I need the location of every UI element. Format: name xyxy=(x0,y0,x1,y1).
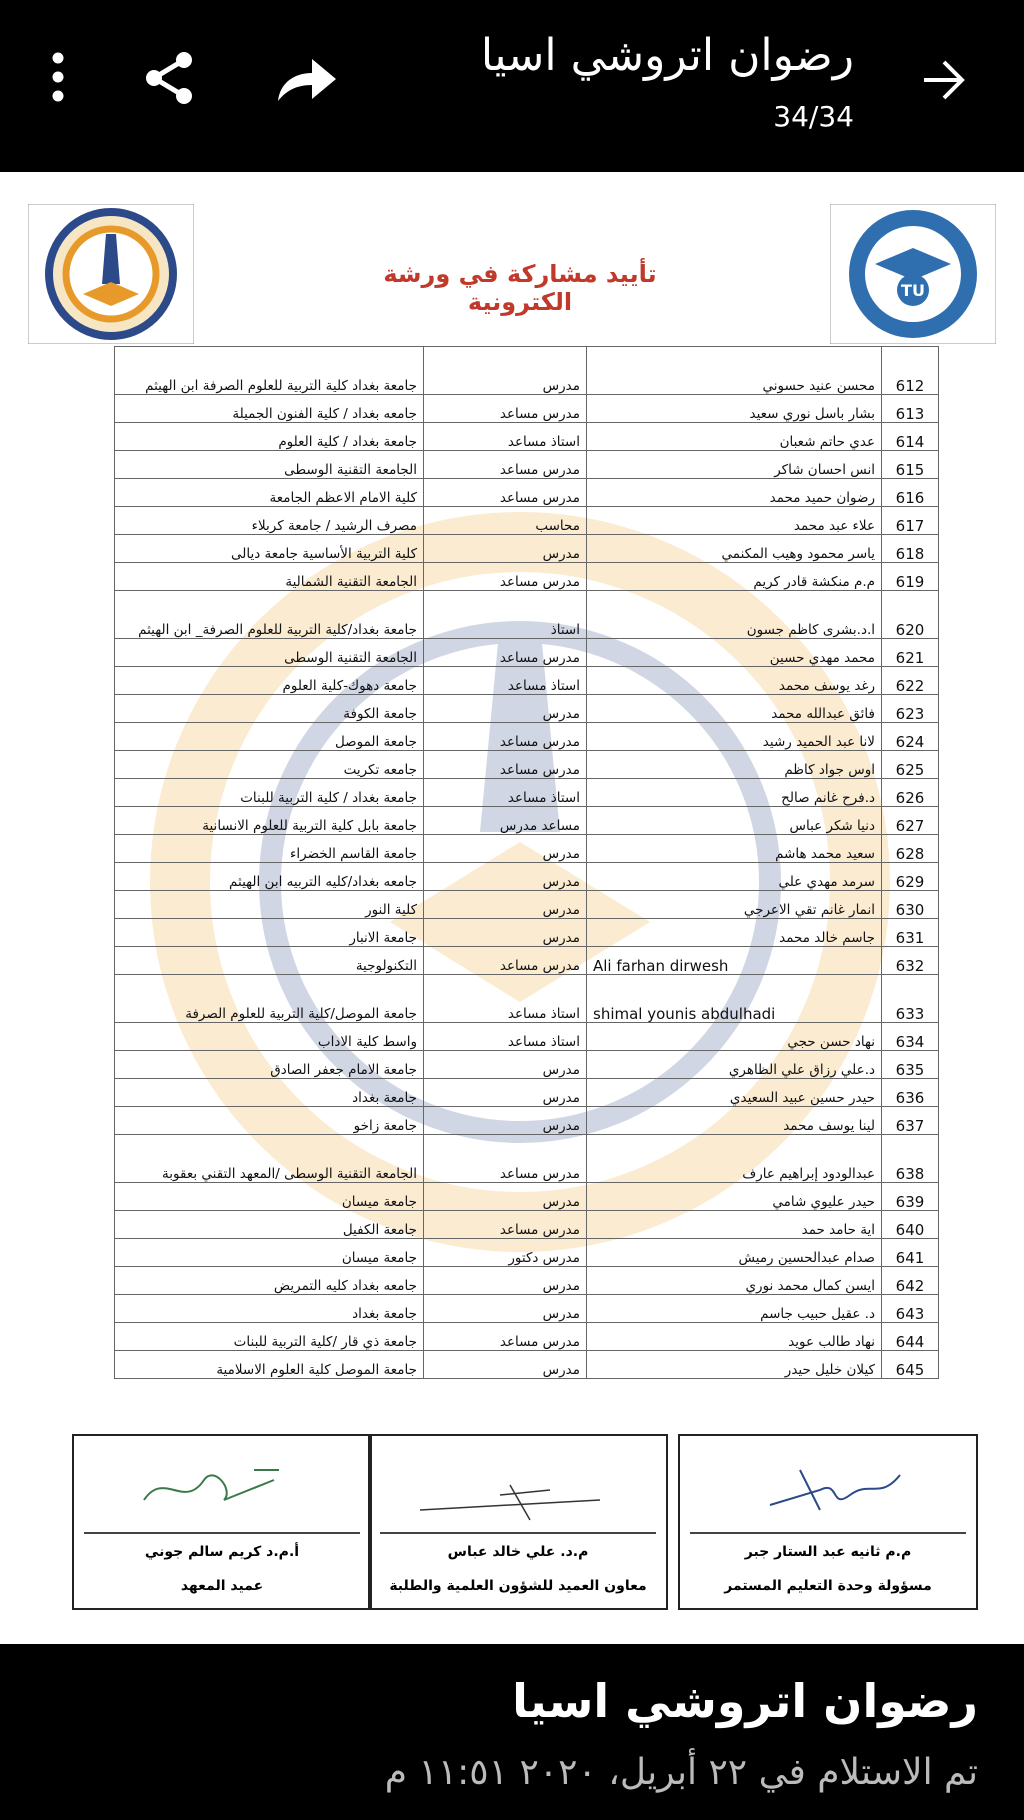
institution-cell: مصرف الرشيد / جامعة كربلاء xyxy=(115,507,424,535)
position-cell: مدرس مساعد xyxy=(424,479,587,507)
institution-cell: الجامعة التقنية الشمالية xyxy=(115,563,424,591)
more-vertical-icon[interactable] xyxy=(38,42,78,112)
name-cell: محسن عنيد حسوني xyxy=(587,347,882,395)
position-cell: مدرس xyxy=(424,695,587,723)
document-page xyxy=(0,172,1024,1644)
signatory-role: مسؤولة وحدة التعليم المستمر xyxy=(724,1578,932,1594)
institution-cell: جامعه بغداد كليه التمريض xyxy=(115,1267,424,1295)
position-cell: مدرس xyxy=(424,863,587,891)
signatory-role: معاون العميد للشؤون العلمية والطلبة xyxy=(389,1578,647,1594)
position-cell: مدرس مساعد xyxy=(424,563,587,591)
document-heading: تأييد مشاركة في ورشة الكترونية xyxy=(383,260,657,316)
number-cell: 639 xyxy=(882,1183,939,1211)
name-cell: د. عقيل حبيب جاسم xyxy=(587,1295,882,1323)
name-cell: اوس جواد كاظم xyxy=(587,751,882,779)
table-row xyxy=(115,1239,939,1267)
position-cell: مدرس مساعد xyxy=(424,1135,587,1183)
institution-cell: جامعه تكريت xyxy=(115,751,424,779)
name-cell: انمار غانم تقي الاعرجي xyxy=(587,891,882,919)
table-row xyxy=(115,1351,939,1379)
university-logo xyxy=(830,204,996,344)
institution-cell: جامعة بغداد كلية التربية للعلوم الصرفة ابن الهيثم xyxy=(115,347,424,395)
table-row xyxy=(115,947,939,975)
table-row xyxy=(115,1079,939,1107)
name-cell: ايسن كمال محمد نوري xyxy=(587,1267,882,1295)
name-cell: shimal younis abdulhadi xyxy=(587,975,882,1023)
table-row xyxy=(115,1051,939,1079)
institution-cell: جامعة بغداد/كلية التربية للعلوم الصرفة_ ابن الهيثم xyxy=(115,591,424,639)
table-row xyxy=(115,451,939,479)
institution-cell: جامعه بغداد/كليه التربيه ابن الهيثم xyxy=(115,863,424,891)
signature-scribble xyxy=(400,1450,630,1530)
number-cell: 636 xyxy=(882,1079,939,1107)
position-cell: مدرس xyxy=(424,347,587,395)
institution-cell: جامعة زاخو xyxy=(115,1107,424,1135)
name-cell: د.فرح غانم صالح xyxy=(587,779,882,807)
forward-icon[interactable] xyxy=(272,50,342,110)
institution-cell: جامعة الكفيل xyxy=(115,1211,424,1239)
position-cell: مدرس مساعد xyxy=(424,947,587,975)
table-row xyxy=(115,835,939,863)
name-cell: اية حامد حمد xyxy=(587,1211,882,1239)
signatory-name: أ.م.د كريم سالم جوني xyxy=(144,1544,300,1560)
number-cell: 640 xyxy=(882,1211,939,1239)
number-cell: 625 xyxy=(882,751,939,779)
number-cell: 634 xyxy=(882,1023,939,1051)
viewer-title: رضوان اتروشي اسيا xyxy=(480,30,854,81)
page-counter: 34/34 xyxy=(773,100,854,133)
institution-cell: جامعة الامام جعفر الصادق xyxy=(115,1051,424,1079)
position-cell: مدرس xyxy=(424,1351,587,1379)
institution-cell: كلية التربية الأساسية جامعة ديالى xyxy=(115,535,424,563)
position-cell: محاسب xyxy=(424,507,587,535)
number-cell: 629 xyxy=(882,863,939,891)
number-cell: 615 xyxy=(882,451,939,479)
table-row xyxy=(115,975,939,1023)
institution-cell: واسط كلية الاداب xyxy=(115,1023,424,1051)
number-cell: 619 xyxy=(882,563,939,591)
table-row xyxy=(115,751,939,779)
name-cell: ياسر محمود وهيب المكنمي xyxy=(587,535,882,563)
institution-cell: جامعة دهوك-كلية العلوم xyxy=(115,667,424,695)
institution-cell: جامعة بغداد / كلية العلوم xyxy=(115,423,424,451)
sender-name: رضوان اتروشي اسيا xyxy=(512,1674,978,1728)
institution-cell: جامعة بغداد / كلية التربية للبنات xyxy=(115,779,424,807)
number-cell: 613 xyxy=(882,395,939,423)
number-cell: 618 xyxy=(882,535,939,563)
number-cell: 630 xyxy=(882,891,939,919)
number-cell: 641 xyxy=(882,1239,939,1267)
position-cell: مدرس مساعد xyxy=(424,639,587,667)
position-cell: استاذ مساعد xyxy=(424,975,587,1023)
signature-scribble xyxy=(104,1450,304,1530)
number-cell: 632 xyxy=(882,947,939,975)
position-cell: استاذ مساعد xyxy=(424,423,587,451)
position-cell: استاذ مساعد xyxy=(424,667,587,695)
name-cell: علاء عبد محمد xyxy=(587,507,882,535)
signature-box-assistant-dean xyxy=(368,1434,668,1610)
table-row xyxy=(115,1211,939,1239)
position-cell: استاذ مساعد xyxy=(424,779,587,807)
name-cell: م.م منكشة قادر كريم xyxy=(587,563,882,591)
table-row xyxy=(115,563,939,591)
table-row xyxy=(115,507,939,535)
number-cell: 626 xyxy=(882,779,939,807)
participants-table xyxy=(114,346,939,1379)
number-cell: 635 xyxy=(882,1051,939,1079)
position-cell: مدرس دكتور xyxy=(424,1239,587,1267)
number-cell: 627 xyxy=(882,807,939,835)
table-row xyxy=(115,423,939,451)
received-timestamp: تم الاستلام في ٢٢ أبريل، ٢٠٢٠ ١١:٥١ م xyxy=(384,1752,978,1793)
institution-cell: كلية النور xyxy=(115,891,424,919)
institution-cell: التكنولوجية xyxy=(115,947,424,975)
table-row xyxy=(115,591,939,639)
institution-cell: جامعة ميسان xyxy=(115,1239,424,1267)
name-cell: نهاد طالب عويد xyxy=(587,1323,882,1351)
number-cell: 637 xyxy=(882,1107,939,1135)
table-row xyxy=(115,1323,939,1351)
name-cell: رضوان حميد محمد xyxy=(587,479,882,507)
viewer-top-bar xyxy=(0,0,1024,172)
table-row xyxy=(115,1135,939,1183)
table-row xyxy=(115,1183,939,1211)
name-cell: سعيد محمد هاشم xyxy=(587,835,882,863)
institution-cell: جامعة الموصل/كلية التربية للعلوم الصرفة xyxy=(115,975,424,1023)
name-cell: سرمد مهدي علي xyxy=(587,863,882,891)
position-cell: مدرس xyxy=(424,1295,587,1323)
name-cell: ا.د.بشرى كاظم جسون xyxy=(587,591,882,639)
signature-line xyxy=(690,1532,966,1534)
position-cell: مدرس xyxy=(424,891,587,919)
number-cell: 617 xyxy=(882,507,939,535)
institution-cell: جامعة الموصل xyxy=(115,723,424,751)
name-cell: حيدر عليوي شامي xyxy=(587,1183,882,1211)
table-row xyxy=(115,535,939,563)
institution-cell: جامعة الانبار xyxy=(115,919,424,947)
table-row xyxy=(115,807,939,835)
name-cell: د.علي رزاق علي الظاهري xyxy=(587,1051,882,1079)
name-cell: نهاد حسن حجي xyxy=(587,1023,882,1051)
institution-cell: جامعة بغداد xyxy=(115,1295,424,1323)
position-cell: مدرس مساعد xyxy=(424,751,587,779)
name-cell: جاسم خالد محمد xyxy=(587,919,882,947)
number-cell: 621 xyxy=(882,639,939,667)
number-cell: 622 xyxy=(882,667,939,695)
institution-cell: جامعة القاسم الخضراء xyxy=(115,835,424,863)
position-cell: مدرس xyxy=(424,1267,587,1295)
name-cell: حيدر حسين عبيد السعيدي xyxy=(587,1079,882,1107)
number-cell: 614 xyxy=(882,423,939,451)
position-cell: استاذ مساعد xyxy=(424,1023,587,1051)
position-cell: مدرس xyxy=(424,919,587,947)
number-cell: 624 xyxy=(882,723,939,751)
number-cell: 642 xyxy=(882,1267,939,1295)
number-cell: 644 xyxy=(882,1323,939,1351)
arrow-right-icon[interactable] xyxy=(918,54,970,106)
position-cell: مدرس مساعد xyxy=(424,395,587,423)
signature-line xyxy=(84,1532,360,1534)
position-cell: مدرس xyxy=(424,1079,587,1107)
position-cell: مدرس مساعد xyxy=(424,1211,587,1239)
share-icon[interactable] xyxy=(140,48,200,108)
position-cell: مدرس مساعد xyxy=(424,723,587,751)
table-row xyxy=(115,1107,939,1135)
signature-box-dean xyxy=(72,1434,372,1610)
table-row xyxy=(115,1023,939,1051)
name-cell: عبدالودود إبراهيم عارف xyxy=(587,1135,882,1183)
number-cell: 638 xyxy=(882,1135,939,1183)
institution-cell: الجامعة التقنية الوسطى xyxy=(115,639,424,667)
name-cell: لانا عبد الحميد رشيد xyxy=(587,723,882,751)
number-cell: 612 xyxy=(882,347,939,395)
signatory-name: م.م ثانيه عبد الستار جبر xyxy=(744,1544,912,1560)
signatory-name: م.د. علي خالد عباس xyxy=(447,1544,589,1560)
signature-box-continuing-education xyxy=(678,1434,978,1610)
institution-cell: كلية الامام الاعظم الجامعة xyxy=(115,479,424,507)
name-cell: بشار باسل نوري سعيد xyxy=(587,395,882,423)
table-row xyxy=(115,347,939,395)
position-cell: مدرس xyxy=(424,1183,587,1211)
table-row xyxy=(115,723,939,751)
number-cell: 633 xyxy=(882,975,939,1023)
table-row xyxy=(115,395,939,423)
institution-cell: جامعة الكوفة xyxy=(115,695,424,723)
name-cell: صدام عبدالحسين رميش xyxy=(587,1239,882,1267)
number-cell: 643 xyxy=(882,1295,939,1323)
number-cell: 631 xyxy=(882,919,939,947)
name-cell: لينا يوسف محمد xyxy=(587,1107,882,1135)
svg-text:TU: TU xyxy=(901,281,925,300)
position-cell: مدرس xyxy=(424,535,587,563)
institution-cell: الجامعة التقنية الوسطى /المعهد التقني بعقوبة xyxy=(115,1135,424,1183)
institution-cell: جامعة بابل كلية التربية للعلوم الانسانية xyxy=(115,807,424,835)
table-row xyxy=(115,1267,939,1295)
institution-cell: جامعة بغداد xyxy=(115,1079,424,1107)
name-cell: عدي حاتم شعبان xyxy=(587,423,882,451)
institution-cell: جامعة ذي قار /كلية التربية للبنات xyxy=(115,1323,424,1351)
position-cell: مدرس xyxy=(424,1051,587,1079)
table-row xyxy=(115,779,939,807)
position-cell: مدرس xyxy=(424,835,587,863)
name-cell: كيلان خليل حيدر xyxy=(587,1351,882,1379)
institution-cell: جامعه بغداد / كلية الفنون الجميلة xyxy=(115,395,424,423)
position-cell: مدرس مساعد xyxy=(424,1323,587,1351)
table-row xyxy=(115,891,939,919)
position-cell: مدرس xyxy=(424,1107,587,1135)
name-cell: محمد مهدي حسين xyxy=(587,639,882,667)
table-row xyxy=(115,639,939,667)
position-cell: استاذ xyxy=(424,591,587,639)
table-row xyxy=(115,1295,939,1323)
institution-cell: جامعة ميسان xyxy=(115,1183,424,1211)
name-cell: رغد يوسف محمد xyxy=(587,667,882,695)
institution-cell: جامعة الموصل كلية العلوم الاسلامية xyxy=(115,1351,424,1379)
table-row xyxy=(115,479,939,507)
name-cell: دنيا شكر عباس xyxy=(587,807,882,835)
signature-scribble xyxy=(710,1450,930,1530)
name-cell: انس احسان شاكر xyxy=(587,451,882,479)
table-row xyxy=(115,863,939,891)
institute-logo xyxy=(28,204,194,344)
number-cell: 645 xyxy=(882,1351,939,1379)
institution-cell: الجامعة التقنية الوسطى xyxy=(115,451,424,479)
table-row xyxy=(115,695,939,723)
signatory-role: عميد المعهد xyxy=(180,1578,264,1594)
name-cell: فائق عبدالله محمد xyxy=(587,695,882,723)
position-cell: مدرس مساعد xyxy=(424,451,587,479)
table-row xyxy=(115,667,939,695)
table-row xyxy=(115,919,939,947)
number-cell: 623 xyxy=(882,695,939,723)
name-cell: Ali farhan dirwesh xyxy=(587,947,882,975)
number-cell: 620 xyxy=(882,591,939,639)
number-cell: 628 xyxy=(882,835,939,863)
message-info-bar xyxy=(0,1644,1024,1820)
number-cell: 616 xyxy=(882,479,939,507)
signature-line xyxy=(380,1532,656,1534)
position-cell: مساعد مدرس xyxy=(424,807,587,835)
